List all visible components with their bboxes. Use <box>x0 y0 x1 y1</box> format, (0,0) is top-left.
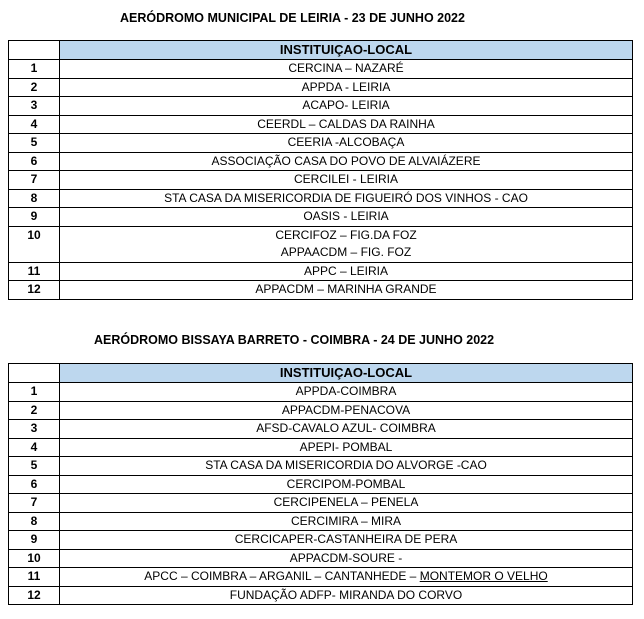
institution-name: APPC – LEIRIA <box>303 263 389 278</box>
table-row <box>9 531 633 550</box>
institution-name: CEERIA -ALCOBAÇA <box>287 135 405 149</box>
row-number: 9 <box>9 531 60 550</box>
institution-cell <box>60 549 633 568</box>
institution-cell <box>60 262 633 281</box>
institution-name: APPACDM-SOURE - <box>289 550 403 565</box>
row-number: 8 <box>9 512 60 531</box>
institution-cell <box>60 568 633 587</box>
row-number: 3 <box>9 420 60 439</box>
row-number: 4 <box>9 115 60 134</box>
row-number: 7 <box>9 171 60 190</box>
table-row <box>9 152 633 171</box>
row-number: 12 <box>9 281 60 300</box>
institution-cell <box>60 78 633 97</box>
row-number: 1 <box>9 60 60 79</box>
table-row <box>9 401 633 420</box>
table-row <box>9 60 633 79</box>
table-row <box>9 189 633 208</box>
row-number: 8 <box>9 189 60 208</box>
table-row <box>9 438 633 457</box>
number-column-header <box>9 41 60 60</box>
institution-name: APPDA-COIMBRA <box>295 384 397 398</box>
table-row <box>9 420 633 439</box>
institution-cell <box>60 420 633 439</box>
institution-cell <box>60 171 633 190</box>
row-number: 7 <box>9 494 60 513</box>
institution-cell <box>60 60 633 79</box>
section-title-coimbra: AERÓDROMO BISSAYA BARRETO - COIMBRA - 24 DE JUNHO 2022 <box>94 333 495 347</box>
institution-name: ASSOCIAÇÃO CASA DO POVO DE ALVAIÁZERE <box>211 153 481 168</box>
institution-column-header: INSTITUIÇAO-LOCAL <box>60 41 633 60</box>
row-number: 5 <box>9 134 60 153</box>
table-row <box>9 475 633 494</box>
table-row <box>9 512 633 531</box>
institution-cell <box>60 281 633 300</box>
institution-cell <box>60 208 633 227</box>
institution-name: OASIS - LEIRIA <box>303 209 389 223</box>
institution-name: AFSD-CAVALO AZUL- COIMBRA <box>256 421 436 435</box>
institution-name: APPDA - LEIRIA <box>301 79 391 94</box>
institution-name: FUNDAÇÃO ADFP- MIRANDA DO CORVO <box>229 587 463 602</box>
institution-cell <box>60 115 633 134</box>
institution-name: CEERDL – CALDAS DA RAINHA <box>257 116 435 131</box>
table-header-row <box>9 364 633 383</box>
row-number: 2 <box>9 401 60 420</box>
institution-name: ACAPO- LEIRIA <box>302 98 390 112</box>
table-row <box>9 115 633 134</box>
row-number: 1 <box>9 383 60 402</box>
table-row <box>9 262 633 281</box>
institution-name: STA CASA DA MISERICORDIA DO ALVORGE -CAO <box>205 458 487 472</box>
table-row <box>9 97 633 116</box>
institution-line: CERCIFOZ – FIG.DA FOZ <box>275 227 417 242</box>
institution-cell <box>60 512 633 531</box>
table-row <box>9 226 633 262</box>
institution-cell <box>60 586 633 605</box>
institution-cell <box>60 401 633 420</box>
table-row <box>9 171 633 190</box>
institution-cell <box>60 494 633 513</box>
institutions-table-leiria <box>8 40 633 300</box>
number-column-header <box>9 364 60 383</box>
table-row <box>9 568 633 587</box>
table-row <box>9 281 633 300</box>
table-header-row <box>9 41 633 60</box>
institution-cell <box>60 438 633 457</box>
row-number: 4 <box>9 438 60 457</box>
institution-name: APEPI- POMBAL <box>299 439 393 454</box>
row-number: 10 <box>9 549 60 568</box>
institution-name: CERCICAPER-CASTANHEIRA DE PERA <box>234 532 458 546</box>
table-row <box>9 494 633 513</box>
table-row <box>9 134 633 153</box>
institution-cell <box>60 97 633 116</box>
institutions-table-coimbra <box>8 363 633 605</box>
institution-cell <box>60 475 633 494</box>
table-row <box>9 586 633 605</box>
institution-name: CERCIPOM-POMBAL <box>286 476 406 491</box>
row-number: 2 <box>9 78 60 97</box>
table-row <box>9 549 633 568</box>
row-number: 6 <box>9 475 60 494</box>
row-number: 12 <box>9 586 60 605</box>
institution-cell <box>60 457 633 476</box>
row-number: 9 <box>9 208 60 227</box>
institution-name: CERCIPENELA – PENELA <box>273 495 419 509</box>
institution-cell <box>60 226 633 262</box>
row-number: 6 <box>9 152 60 171</box>
institution-name: CERCILEI - LEIRIA <box>293 172 399 186</box>
institution-name: STA CASA DA MISERICORDIA DE FIGUEIRÓ DOS VINHOS - CAO <box>164 190 528 205</box>
row-number: 5 <box>9 457 60 476</box>
institution-cell <box>60 152 633 171</box>
row-number: 3 <box>9 97 60 116</box>
table-row <box>9 457 633 476</box>
institution-name: CERCINA – NAZARÉ <box>288 61 404 75</box>
institution-cell <box>60 383 633 402</box>
table-row <box>9 383 633 402</box>
row-number: 11 <box>9 568 60 587</box>
table-row <box>9 208 633 227</box>
institution-line: APPAACDM – FIG. FOZ <box>280 245 412 259</box>
table-row <box>9 78 633 97</box>
institution-cell <box>60 531 633 550</box>
institution-cell <box>60 134 633 153</box>
institution-name: APCC – COIMBRA – ARGANIL – CANTANHEDE – <box>144 569 420 583</box>
institution-name: APPACDM – MARINHA GRANDE <box>255 282 437 296</box>
institution-name: CERCIMIRA – MIRA <box>290 513 401 528</box>
row-number: 11 <box>9 262 60 281</box>
section-title-leiria: AERÓDROMO MUNICIPAL DE LEIRIA - 23 DE JUNHO 2022 <box>120 11 465 25</box>
institution-name-underlined: MONTEMOR O VELHO <box>419 569 548 583</box>
row-number: 10 <box>9 226 60 262</box>
institution-column-header: INSTITUIÇAO-LOCAL <box>60 364 633 383</box>
institution-cell <box>60 189 633 208</box>
institution-name: APPACDM-PENACOVA <box>281 402 411 417</box>
